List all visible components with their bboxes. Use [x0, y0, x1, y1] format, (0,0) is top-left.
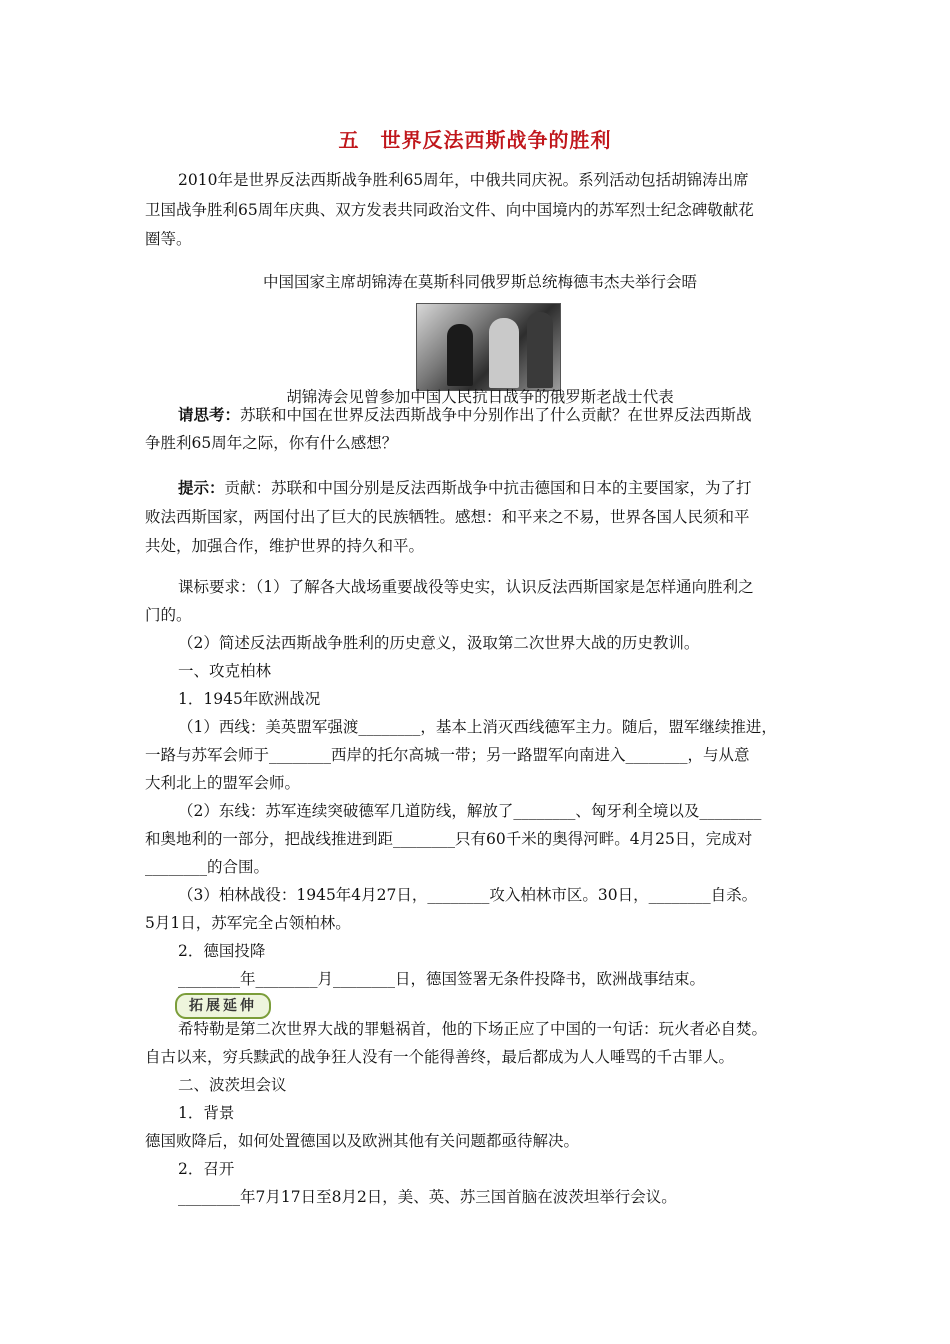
think-label: 请思考： [178, 405, 241, 424]
photo-caption-top: 中国国家主席胡锦涛在莫斯科同俄罗斯总统梅德韦杰夫举行会晤 [262, 273, 697, 291]
photo-caption-bottom: 胡锦涛会见曾参加中国人民抗日战争的俄罗斯老战士代表 [286, 388, 674, 406]
hint-label: 提示： [178, 478, 225, 497]
berlin-battle-line: 5月1日，苏军完全占领柏林。 [145, 914, 351, 932]
subsection-heading: 2．召开 [178, 1160, 235, 1178]
west-front-line: 一路与苏军会师于________西岸的托尔高城一带；另一路盟军向南进入________，与从意 [145, 746, 750, 764]
subsection-heading: 1．背景 [178, 1104, 235, 1122]
surrender-line: ________年________月________日，德国签署无条件投降书，欧洲战事结束。 [178, 970, 706, 988]
convene-line: ________年7月17日至8月2日，美、英、苏三国首脑在波茨坦举行会议。 [178, 1188, 677, 1206]
news-photo [416, 303, 561, 391]
think-text: 苏联和中国在世界反法西斯战争中分别作出了什么贡献？在世界反法西斯战 [240, 406, 752, 424]
photo-figure [447, 324, 473, 386]
west-front-line: （1）西线：美英盟军强渡________，基本上消灭西线德军主力。随后，盟军继续推进， [178, 718, 777, 736]
background-line: 德国败降后，如何处置德国以及欧洲其他有关问题都亟待解决。 [145, 1132, 580, 1150]
section-heading: 二、波茨坦会议 [178, 1076, 287, 1094]
section-heading: 一、攻克柏林 [178, 662, 272, 680]
extension-badge: 拓展延伸 [175, 993, 271, 1019]
think-line: 争胜利65周年之际，你有什么感想？ [145, 434, 398, 452]
west-front-line: 大利北上的盟军会师。 [145, 774, 301, 792]
subsection-heading: 1．1945年欧洲战况 [178, 690, 321, 708]
requirements-line: 课标要求：（1）了解各大战场重要战役等史实，认识反法西斯国家是怎样通向胜利之 [178, 578, 754, 596]
east-front-line: （2）东线：苏军连续突破德军几道防线，解放了________、匈牙利全境以及________ [178, 802, 762, 820]
east-front-line: ________的合围。 [145, 858, 270, 876]
photo-figure [527, 312, 553, 388]
intro-line: 圈等。 [145, 230, 192, 248]
east-front-line: 和奥地利的一部分，把战线推进到距________只有60千米的奥得河畔。4月25日，完成对 [145, 830, 753, 848]
subsection-heading: 2．德国投降 [178, 942, 266, 960]
hint-line: 败法西斯国家，两国付出了巨大的民族牺牲。感想：和平来之不易，世界各国人民须和平 [145, 508, 750, 526]
intro-line: 卫国战争胜利65周年庆典、双方发表共同政治文件、向中国境内的苏军烈士纪念碑敬献花 [145, 201, 754, 219]
page-title: 五 世界反法西斯战争的胜利 [338, 128, 612, 152]
hint-line: 共处，加强合作，维护世界的持久和平。 [145, 537, 425, 555]
requirements-line: （2）简述反法西斯战争胜利的历史意义，汲取第二次世界大战的历史教训。 [178, 634, 700, 652]
extension-line: 自古以来，穷兵黩武的战争狂人没有一个能得善终，最后都成为人人唾骂的千古罪人。 [145, 1048, 735, 1066]
intro-line: 2010年是世界反法西斯战争胜利65周年，中俄共同庆祝。系列活动包括胡锦涛出席 [178, 171, 749, 189]
extension-line: 希特勒是第二次世界大战的罪魁祸首，他的下场正应了中国的一句话：玩火者必自焚。 [178, 1020, 768, 1038]
think-question [178, 405, 815, 425]
berlin-battle-line: （3）柏林战役：1945年4月27日，________攻入柏林市区。30日，________自杀。 [178, 886, 758, 904]
hint-text: 贡献：苏联和中国分别是反法西斯战争中抗击德国和日本的主要国家，为了打 [224, 479, 752, 497]
requirements-line: 门的。 [145, 606, 192, 624]
photo-figure [489, 318, 519, 388]
hint-paragraph [178, 478, 815, 498]
